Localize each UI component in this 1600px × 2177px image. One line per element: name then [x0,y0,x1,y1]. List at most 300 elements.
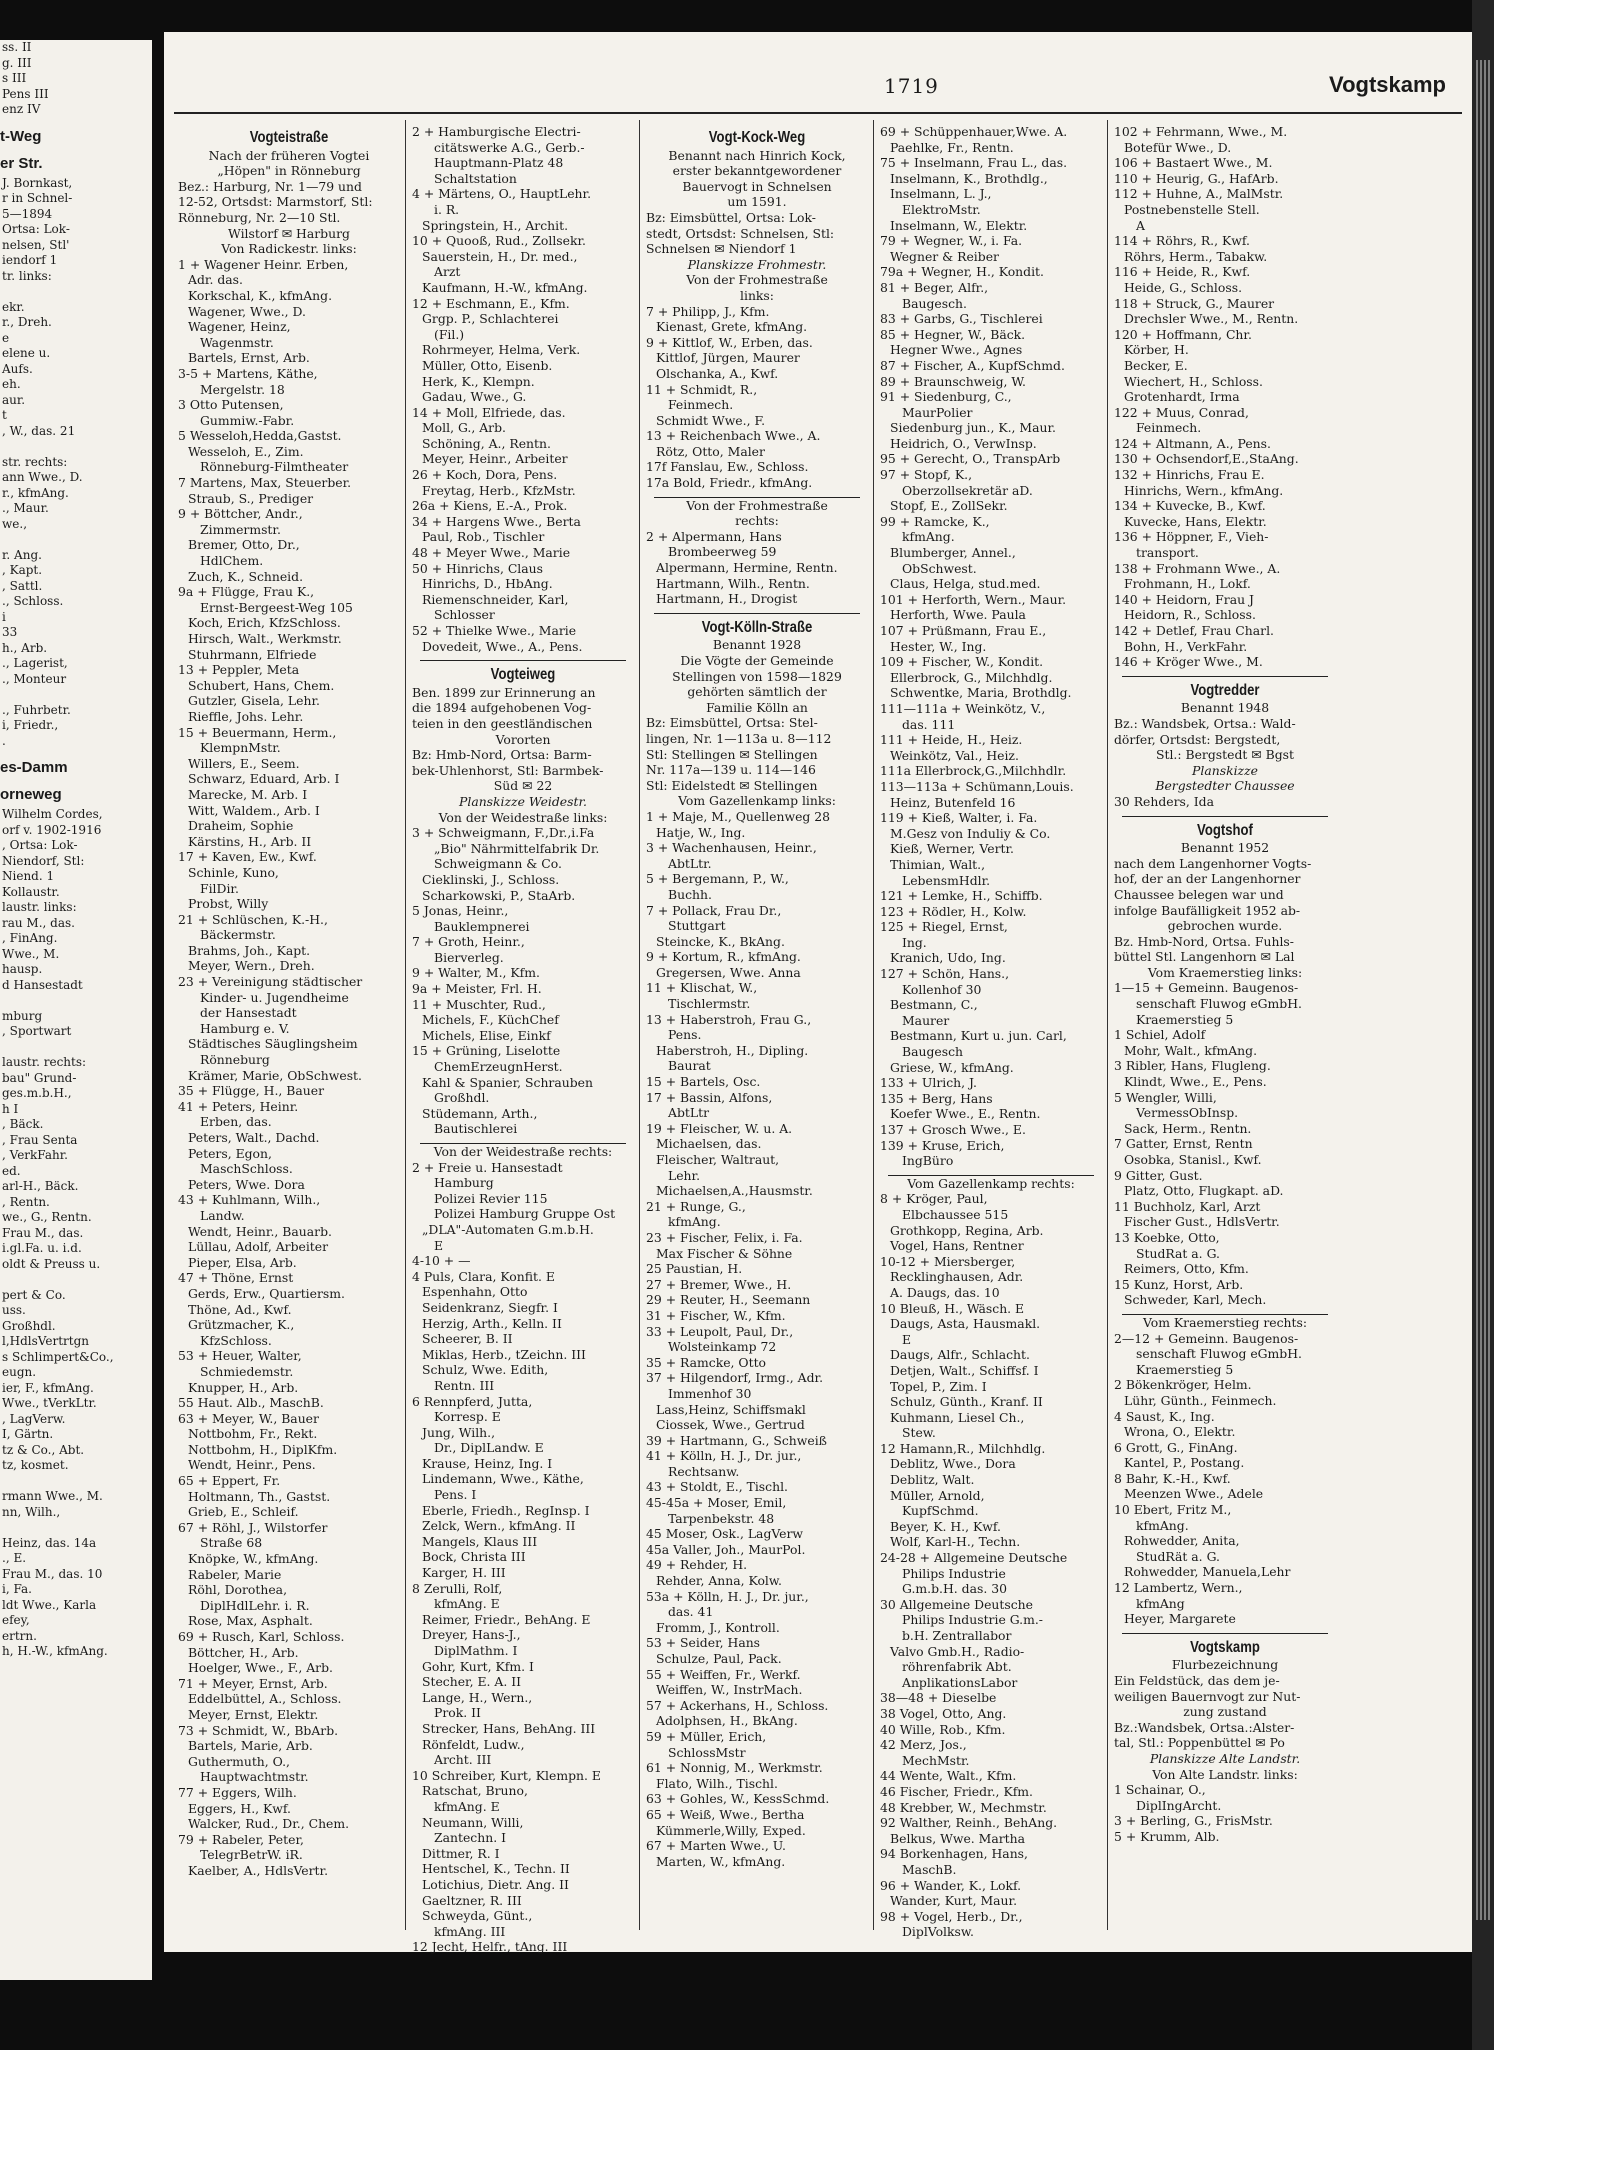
directory-entry: Bartels, Ernst, Arb. [188,350,310,366]
directory-entry: 45-45a + Moser, Emil, [646,1495,787,1511]
column-divider [639,120,640,1930]
directory-entry: Reimer, Friedr., BehAng. E [422,1611,591,1627]
directory-entry: Feinmech. [1136,420,1202,436]
directory-entry: Klindt, Wwe., E., Pens. [1124,1074,1267,1090]
directory-entry: Wolsteinkamp 72 [668,1339,777,1355]
entry-line-fragment: J. Bornkast, [2,175,73,190]
entry-line-fragment [0,284,152,300]
street-description: Süd ✉ 22 [493,778,553,794]
directory-entry: Prok. II [434,1705,481,1721]
street-description: Vom Kraemerstieg rechts: [1142,1314,1308,1330]
directory-entry: 67 + Röhl, J., Wilstorfer [178,1519,328,1535]
directory-entry: Kranich, Udo, Ing. [890,950,1006,966]
directory-entry: 26a + Kiens, E.-A., Prok. [412,498,568,514]
directory-entry: Bohn, H., VerkFahr. [1124,638,1248,654]
entry-line-fragment: tz, kosmet. [2,1458,69,1472]
entry-line-fragment: efey, [2,1613,30,1627]
entry-line-fragment: e [2,330,10,345]
directory-entry: Kahl & Spanier, Schrauben [422,1074,593,1090]
directory-entry: Bz. Hmb-Nord, Ortsa. Fuhls- [1114,933,1294,949]
directory-entry: Nottbohm, H., DiplKfm. [188,1441,338,1457]
plan-reference: Planskizze Weidestr. [459,793,587,809]
directory-entry: 9a + Flügge, Frau K., [178,584,315,600]
directory-entry: Buchh. [668,886,712,902]
directory-entry: 101 + Herforth, Wern., Maur. [880,591,1067,607]
directory-entry: Bz.:Wandsbek, Ortsa.:Alster- [1114,1719,1295,1735]
entry-line-fragment: , Sportwart [2,1024,72,1038]
directory-entry: Adr. das. [188,272,243,288]
directory-entry: E [434,1237,444,1253]
directory-entry: Brombeerweg 59 [668,544,777,560]
directory-entry: Rönneburg-Filmtheater [200,459,349,475]
street-heading: Vogtredder [1190,681,1260,699]
directory-entry: Rönneburg, Nr. 2—10 Stl. [178,209,341,225]
section-divider [654,613,860,614]
entry-line-fragment [0,1272,152,1288]
directory-entry: 50 + Hinrichs, Claus [412,560,543,576]
directory-entry: Koch, Erich, KfzSchloss. [188,615,341,631]
directory-entry: „DLA"-Automaten G.m.b.H. [422,1221,594,1237]
directory-entry: 85 + Hegner, W., Bäck. [880,326,1026,342]
directory-entry: 96 + Wander, K., Lokf. [880,1877,1022,1893]
directory-entry: 57 + Ackerhans, H., Schloss. [646,1697,829,1713]
directory-entry: 87 + Fischer, A., KupfSchmd. [880,357,1065,373]
section-divider [1122,676,1328,677]
directory-entry: Blumberger, Annel., [890,545,1016,561]
directory-entry: 52 + Thielke Wwe., Marie [412,623,577,638]
directory-entry: 92 Walther, Reinh., BehAng. [880,1815,1058,1831]
directory-entry: Olschanka, A., Kwf. [656,365,779,381]
directory-entry: 61 + Nonnig, M., Werkmstr. [646,1760,823,1776]
directory-entry: Max Fischer & Söhne [656,1245,793,1261]
directory-entry: 2 Bökenkröger, Helm. [1114,1377,1252,1393]
directory-entry: Cieklinski, J., Schloss. [422,871,560,887]
directory-entry: senschaft Fluwog eGmbH. [1136,1346,1302,1362]
directory-entry: Platz, Otto, Flugkapt. aD. [1124,1183,1284,1199]
directory-entry: Archt. III [434,1752,492,1768]
entry-line-fragment: ., Fuhrbetr. [2,702,71,717]
running-head: Vogtskamp [1329,72,1446,97]
directory-entry: Rönfeldt, Ludw., [422,1736,525,1752]
entry-line-fragment: ss. II [2,40,32,54]
directory-entry: Wagenmstr. [200,334,274,350]
directory-entry: Bock, Christa III [422,1549,526,1565]
directory-entry: 11 Buchholz, Karl, Arzt [1114,1198,1261,1214]
directory-entry: 10 Ebert, Fritz M., [1114,1502,1232,1518]
directory-entry: Inselmann, W., Elektr. [890,217,1028,233]
directory-entry: Grgp. P., Schlachterei [422,311,559,327]
directory-entry: Hentschel, K., Techn. II [422,1861,570,1877]
column-divider [1107,120,1108,1930]
header-rule [174,112,1462,114]
directory-entry: KlempnMstr. [200,740,281,756]
directory-entry: Erben, das. [200,1114,272,1130]
street-description: um 1591. [727,194,787,210]
directory-entry: 9 + Walter, M., Kfm. [412,965,540,981]
directory-entry: Ratschat, Bruno, [422,1783,528,1799]
entry-line-fragment: h., Arb. [2,640,48,655]
directory-entry: 139 + Kruse, Erich, [880,1137,1005,1153]
street-description: gehörten sämtlich der [687,684,827,700]
directory-entry: 25 Paustian, H. [646,1261,743,1277]
directory-entry: Tischlermstr. [668,996,751,1012]
entry-line-fragment: 33 [2,625,18,639]
directory-entry: Daugs, Asta, Hausmakl. [890,1316,1041,1332]
directory-entry: 63 + Gohles, W., KessSchmd. [646,1791,830,1807]
directory-entry: Bierverleg. [434,949,504,965]
plan-reference: Planskizze Frohmestr. [687,256,827,272]
directory-entry: Belkus, Wwe. Martha [890,1830,1026,1846]
directory-entry: Bestmann, C., [890,997,978,1013]
directory-entry: 38 Vogel, Otto, Ang. [880,1705,1007,1721]
directory-entry: Deblitz, Wwe., Dora [890,1456,1016,1472]
directory-entry: Rönneburg [200,1052,270,1068]
directory-entry: 112 + Huhne, A., MalMstr. [1114,186,1284,202]
entry-line-fragment: r. Ang. [2,547,42,562]
directory-entry: KupfSchmd. [902,1503,979,1519]
entry-line-fragment: laustr. links: [2,900,77,914]
directory-entry: 137 + Grosch Wwe., E. [880,1122,1026,1137]
directory-entry: ChemErzeugnHerst. [434,1059,563,1075]
directory-entry: Karger, H. III [422,1565,506,1581]
directory-entry: 110 + Heurig, G., HafArb. [1114,170,1279,186]
directory-entry: Pieper, Elsa, Arb. [188,1254,297,1270]
directory-entry: Grützmacher, K., [188,1317,295,1333]
directory-entry: Tarpenbekstr. 48 [668,1510,775,1526]
directory-entry: E [902,1331,912,1347]
directory-entry: 23 + Vereinigung städtischer [178,974,363,990]
directory-entry: die 1894 aufgehobenen Vog- [412,700,592,716]
directory-entry: 2 + Hamburgische Electri- [412,124,581,139]
directory-entry: Rötz, Otto, Maler [656,443,765,459]
street-description: Die Vögte der Gemeinde [680,653,834,668]
directory-entry: 7 Martens, Max, Steuerber. [178,475,352,491]
entry-line-fragment: enz IV [2,102,41,116]
directory-entry: 111 + Heide, H., Heiz. [880,732,1023,748]
entry-line-fragment: ann Wwe., D. [2,470,83,484]
column-5 [1114,124,1336,1845]
section-divider [420,660,626,661]
directory-entry: Bäckermstr. [200,927,276,943]
directory-entry: Stl: Stellingen ✉ Stellingen [646,746,818,762]
directory-entry: lingen, Nr. 1—113a u. 8—112 [646,730,832,746]
directory-entry: 19 + Fleischer, W. u. A. [646,1120,793,1136]
directory-entry: 83 + Garbs, G., Tischlerei [880,311,1043,327]
directory-entry: Rohwedder, Manuela,Lehr [1124,1564,1291,1580]
directory-entry: Röhrs, Herm., Tabakw. [1124,248,1268,264]
street-description: Vom Gazellenkamp links: [678,793,836,809]
directory-entry: Stew. [902,1425,936,1441]
directory-entry: Bz.: Wandsbek, Ortsa.: Wald- [1114,715,1296,731]
directory-entry: 13 + Peppler, Meta [178,662,300,678]
directory-entry: 15 + Beuermann, Herm., [178,724,337,740]
directory-entry: Arzt [434,264,461,280]
entry-line-fragment: . [2,733,6,748]
directory-entry: 1 Schainar, O., [1114,1782,1206,1798]
directory-entry: Rose, Max, Asphalt. [188,1613,313,1629]
directory-entry: Postnebenstelle Stell. [1124,201,1260,217]
directory-entry: Thöne, Ad., Kwf. [188,1301,292,1317]
directory-entry: 9 Gitter, Gust. [1114,1167,1203,1183]
entry-line-fragment: laustr. rechts: [2,1055,87,1069]
directory-entry: 3 + Berling, G., FrisMstr. [1114,1813,1273,1829]
entry-line-fragment: ed. [2,1163,21,1178]
street-description: Von der Weidestraße rechts: [433,1144,613,1159]
directory-entry: Schweyda, Günt., [422,1908,533,1924]
directory-entry: Wendt, Heinr., Bauarb. [188,1223,332,1239]
directory-entry: 12-52, Ortsdst: Marmstorf, Stl: [178,194,373,210]
directory-entry: Draheim, Sophie [188,818,294,834]
directory-entry: Schnelsen ✉ Niendorf 1 [646,241,797,257]
directory-entry: Baurat [668,1058,711,1074]
directory-entry: Scharkowski, P., StaArb. [422,887,576,903]
directory-entry: Schweigmann & Co. [434,856,562,872]
directory-entry: 89 + Braunschweig, W. [880,373,1026,389]
directory-entry: DiplIngArcht. [1136,1797,1222,1813]
street-description: zung zustand [1183,1704,1267,1720]
directory-entry: Pens. [668,1027,702,1043]
directory-entry: 91 + Siedenburg, C., [880,389,1012,405]
directory-entry: Bz: Eimsbüttel, Ortsa: Stel- [646,715,818,731]
entry-line-fragment: , W., das. 21 [2,423,76,438]
directory-entry: Kinder- u. Jugendheime [200,989,349,1005]
directory-entry: büttel Stl. Langenhorn ✉ Lal [1114,949,1295,965]
entry-line-fragment: , LagVerw. [2,1411,66,1426]
entry-line-fragment: ., Monteur [2,671,67,686]
directory-entry: der Hansestadt [200,1005,297,1021]
directory-entry: 138 + Frohmann Wwe., A. [1114,560,1281,576]
directory-entry: Rentn. III [434,1377,495,1393]
directory-entry: HdlChem. [200,553,264,569]
directory-entry: Polizei Hamburg Gruppe Ost [434,1206,616,1222]
directory-entry: Stopf, E., ZollSekr. [890,498,1008,514]
directory-entry: Stuttgart [668,918,726,934]
directory-entry: Polizei Revier 115 [434,1190,548,1206]
directory-entry: TelegrBetrW. iR. [200,1847,303,1863]
directory-entry: 99 + Ramcke, K., [880,513,990,529]
directory-entry: Straub, S., Prediger [188,490,314,506]
directory-entry: Fischer Gust., HdlsVertr. [1124,1214,1280,1230]
entry-line-fragment: ., Schloss. [2,594,64,608]
entry-line-fragment: tr. links: [2,268,52,283]
directory-entry: 30 Allgemeine Deutsche [880,1596,1033,1612]
directory-entry: 44 Wente, Walt., Kfm. [880,1768,1017,1784]
directory-entry: 14 + Moll, Elfriede, das. [412,404,566,420]
directory-entry: Korresp. E [434,1409,501,1425]
directory-entry: Gohr, Kurt, Kfm. I [422,1658,534,1674]
directory-entry: Miklas, Herb., tZeichn. III [422,1346,586,1362]
street-description: Vom Kraemerstieg links: [1147,964,1303,980]
page-edge-stack [1476,60,1490,1920]
directory-entry: Kaelber, A., HdlsVertr. [188,1862,329,1878]
directory-entry: 47 + Thöne, Ernst [178,1270,294,1286]
directory-entry: Müller, Arnold, [890,1487,985,1503]
directory-entry: Schaltstation [434,170,517,186]
entry-line-fragment: 5—1894 [2,206,53,221]
street-description: Wilstorf ✉ Harburg [228,225,350,241]
directory-entry: 1 + Maje, M., Quellenweg 28 [646,808,831,824]
entry-line-fragment: i.gl.Fa. u. i.d. [2,1241,82,1255]
directory-entry: 79 + Rabeler, Peter, [178,1831,304,1847]
directory-entry: nach dem Langenhorner Vogts- [1114,855,1312,871]
directory-entry: Hartmann, H., Drogist [656,591,798,607]
directory-entry: 2 + Alpermann, Hans [646,528,782,544]
directory-entry: A. Daugs, das. 10 [890,1284,1000,1300]
directory-entry: Lüllau, Adolf, Arbeiter [188,1239,329,1255]
directory-entry: 43 + Kuhlmann, Wilh., [178,1192,321,1208]
directory-entry: kfmAng. E [434,1596,500,1612]
directory-entry: 17 + Bassin, Alfons, [646,1089,773,1105]
entry-line-fragment: ., Lagerist, [2,656,68,670]
directory-entry: Hauptwachtmstr. [200,1769,309,1785]
directory-entry: Müller, Otto, Eisenb. [422,357,553,373]
directory-entry: Claus, Helga, stud.med. [890,576,1041,592]
directory-entry: Stl: Eidelstedt ✉ Stellingen [646,777,818,793]
directory-entry: 8 Zerulli, Rolf, [412,1580,503,1596]
directory-entry: Steincke, K., BkAng. [656,933,785,949]
directory-entry: Mergelstr. 18 [200,381,285,397]
entry-line-fragment: , Frau Senta [2,1132,78,1147]
directory-entry: Peters, Walt., Dachd. [188,1130,320,1145]
directory-entry: Kantel, P., Postang. [1124,1455,1245,1471]
directory-entry: Bauklempnerei [434,918,530,934]
directory-entry: 35 + Flügge, H., Bauer [178,1083,324,1099]
directory-entry: Griese, W., kfmAng. [890,1059,1014,1075]
directory-entry: Kollenhof 30 [902,981,982,997]
directory-entry: Seidenkranz, Siegfr. I [422,1299,558,1315]
directory-entry: kfmAng. [902,529,955,545]
directory-entry: Wrona, O., Elektr. [1124,1424,1236,1440]
directory-entry: Vogel, Hans, Rentner [890,1238,1024,1254]
entry-line-fragment [0,1040,152,1056]
directory-entry: Wendt, Heinr., Pens. [188,1457,316,1473]
directory-entry: dörfer, Ortsdst: Bergstedt, [1114,731,1281,747]
directory-entry: 12 Lambertz, Wern., [1114,1580,1243,1596]
directory-entry: 98 + Vogel, Herb., Dr., [880,1908,1023,1924]
directory-entry: Knöpke, W., kfmAng. [188,1551,319,1567]
entry-line-fragment: ., Maur. [2,501,49,515]
entry-line-fragment: h, H.-W., kfmAng. [2,1644,108,1658]
directory-entry: Nr. 117a—139 u. 114—146 [646,762,816,778]
directory-entry: 4-10 + — [412,1253,471,1269]
directory-entry: 41 + Peters, Heinr. [178,1098,299,1114]
directory-entry: Schulz, Wwe. Edith, [422,1362,549,1378]
directory-entry: Großhdl. [434,1090,490,1106]
entry-line-fragment: oldt & Preuss u. [2,1256,101,1271]
directory-entry: 1 + Wagener Heinr. Erben, [178,256,349,272]
entry-line-fragment: mburg [2,1008,43,1023]
previous-page-fragment [0,40,152,1980]
directory-entry: 69 + Rusch, Karl, Schloss. [178,1629,345,1644]
directory-entry: Immenhof 30 [668,1385,752,1401]
entry-line-fragment: r., Dreh. [2,315,52,329]
directory-entry: Michaelsen, das. [656,1136,762,1152]
directory-entry: 53 + Seider, Hans [646,1635,761,1651]
directory-entry: Hauptmann-Platz 48 [434,155,564,171]
directory-entry: Rieffle, Johs. Lehr. [188,708,304,724]
entry-line-fragment: rau M., das. [2,915,75,930]
directory-entry: 111—111a + Weinkötz, V., [880,700,1046,716]
directory-entry: Inselmann, K., Brothdlg., [890,170,1048,186]
directory-entry: 26 + Koch, Dora, Pens. [412,467,558,483]
entry-line-fragment: l,HdlsVertrtgn [2,1334,89,1348]
street-heading: Vogteistraße [249,129,329,146]
directory-entry: 121 + Lemke, H., Schiffb. [880,888,1043,904]
directory-entry: Zuch, K., Schneid. [188,568,304,584]
street-heading-fragment: orneweg [0,786,62,803]
directory-entry: SchlossMstr [668,1744,746,1760]
directory-entry: 12 + Eschmann, E., Kfm. [412,295,570,311]
directory-entry: Jung, Wilh., [422,1424,496,1440]
directory-entry: Körber, H. [1124,342,1189,358]
directory-entry: Kümmerle,Willy, Exped. [656,1822,806,1838]
entry-line-fragment: Ortsa: Lok- [2,222,70,236]
directory-entry: 113—113a + Schümann,Louis. [880,778,1074,794]
street-heading: Vogt-Kock-Weg [708,129,806,146]
column-3 [646,124,868,1869]
directory-entry: Holtmann, Th., Gastst. [188,1488,331,1504]
directory-entry: 55 Haut. Alb., MaschB. [178,1395,324,1411]
entry-line-fragment: uss. [2,1303,26,1317]
entry-line-fragment: ldt Wwe., Karla [2,1597,97,1612]
street-description: Benannt nach Hinrich Kock, [668,147,846,163]
directory-entry: Recklinghausen, Adr. [890,1269,1024,1285]
entry-line-fragment: arl-H., Bäck. [2,1179,79,1193]
entry-line-fragment [0,1474,152,1490]
directory-entry: Ciossek, Wwe., Gertrud [656,1417,805,1433]
directory-entry: 130 + Ochsendorf,E.,StaAng. [1114,451,1299,467]
entry-line-fragment: iendorf 1 [2,253,58,267]
directory-entry: Fleischer, Waltraut, [656,1152,780,1167]
entry-line-fragment: Pens III [2,86,49,101]
directory-entry: Thimian, Walt., [890,856,986,872]
directory-entry: 77 + Eggers, Wilh. [178,1784,297,1800]
directory-entry: 45a Valler, Joh., MaurPol. [646,1541,806,1557]
directory-entry: 79a + Wegner, H., Kondit. [880,264,1044,280]
directory-entry: Botefür Wwe., D. [1124,139,1232,155]
directory-entry: Witt, Waldem., Arb. I [188,802,320,818]
street-heading-fragment: er Str. [0,154,43,172]
directory-entry: 11 + Klischat, W., [646,980,758,996]
directory-entry: 2 + Freie u. Hansestadt [412,1159,563,1175]
entry-line-fragment: we., G., Rentn. [2,1210,92,1224]
entry-line-fragment: bau" Grund- [2,1070,77,1085]
entry-line-fragment: Frau M., das. 10 [2,1566,103,1581]
directory-entry: 38—48 + Dieselbe [880,1690,997,1706]
directory-entry: 3 + Wachenhausen, Heinr., [646,840,817,856]
directory-entry: StudRät a. G. [1136,1548,1220,1564]
directory-entry: 9a + Meister, Frl. H. [412,981,542,997]
directory-entry: MaschB. [902,1861,957,1877]
directory-entry: 3-5 + Martens, Käthe, [178,365,318,381]
directory-entry: 5 + Krumm, Alb. [1114,1828,1220,1844]
directory-entry: Hirsch, Walt., Werkmstr. [188,631,342,646]
street-description: Nach der früheren Vogtei [208,147,370,163]
entry-line-fragment [0,532,152,548]
directory-entry: 53a + Kölln, H. J., Dr. jur., [646,1588,809,1604]
directory-entry: 13 + Haberstroh, Frau G., [646,1011,812,1027]
street-description: Von Alte Landstr. links: [1152,1766,1298,1782]
directory-entry: Dovedeit, Wwe., A., Pens. [422,638,583,654]
directory-entry: Wiechert, H., Schloss. [1124,373,1263,389]
directory-entry: 132 + Hinrichs, Frau E. [1114,467,1265,483]
directory-entry: 17a Bold, Friedr., kfmAng. [646,475,813,491]
directory-entry: Paul, Rob., Tischler [422,529,545,545]
directory-entry: Bez.: Harburg, Nr. 1—79 und [178,178,362,194]
entry-line-fragment: , Rentn. [2,1194,50,1209]
street-heading: Vogt-Kölln-Straße [701,618,813,636]
directory-entry: MaurPolier [902,404,973,420]
